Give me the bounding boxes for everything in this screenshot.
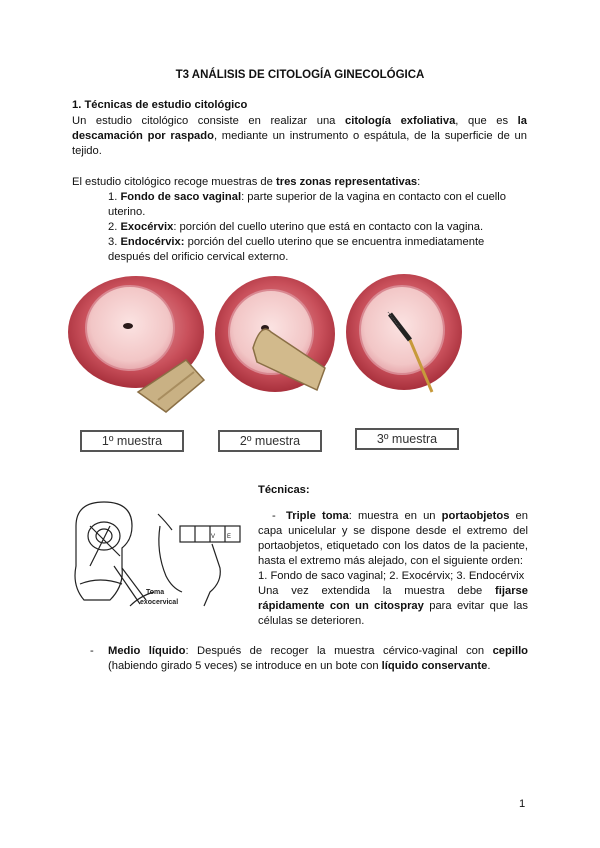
p1-text-c: , que es <box>455 115 518 127</box>
medio-text-c: (habiendo girado 5 veces) se introduce en un bote con <box>108 660 382 672</box>
p1-text-e: , mediante un instrumento o espátula, de la superficie de un tejido. <box>72 130 527 157</box>
zone-name: Exocérvix <box>120 221 174 233</box>
fix-paragraph <box>258 584 528 629</box>
fix-bold: fijarse rápidamente con un citospray <box>258 585 528 612</box>
zones-intro <box>72 175 527 190</box>
zone-desc: : parte superior de la vagina en contacto con el cuello uterino. <box>108 191 507 218</box>
fix-text-a: Una vez extendida la muestra debe <box>258 585 496 597</box>
triple-toma-name: Triple toma <box>286 510 349 522</box>
medio-bold-cepillo: cepillo <box>492 645 529 657</box>
zone-desc: porción del cuello uterino que se encuentra inmediatamente después del orificio cervical externo. <box>108 236 485 263</box>
medio-name: Medio líquido <box>108 645 186 657</box>
triple-toma-illustration <box>70 496 245 616</box>
page-number: 1 <box>519 798 526 810</box>
p1-bold-citologia: citología exfoliativa <box>344 115 456 127</box>
sample-label-2: 2º muestra <box>218 430 322 452</box>
sample-label-1: 1º muestra <box>80 430 184 452</box>
cervix-sample-3-illustration <box>340 270 470 412</box>
medio-liquido-paragraph <box>108 644 528 674</box>
label-v: V <box>211 534 216 540</box>
label-e: E <box>227 534 232 540</box>
p2-text-c: : <box>417 176 421 188</box>
medio-bold-liquido: líquido conservante <box>381 660 488 672</box>
p1-bold-descamacion: la descamación por raspado <box>72 115 527 142</box>
zone-item-3 <box>108 235 528 265</box>
label-toma: Toma <box>146 589 165 596</box>
triple-text-a: : muestra en un <box>348 510 442 522</box>
zone-item-2 <box>108 220 528 235</box>
zone-num: 2. <box>108 221 121 233</box>
p2-text-a: El estudio citológico recoge muestras de <box>72 176 276 188</box>
triple-bold-portaobjetos: portaobjetos <box>441 510 510 522</box>
zone-num: 3. <box>108 236 121 248</box>
section-heading: 1. Técnicas de estudio citológico <box>72 99 248 111</box>
medio-text-e: . <box>487 660 491 672</box>
zone-name: Endocérvix: <box>120 236 185 248</box>
page-title: T3 ANÁLISIS DE CITOLOGÍA GINECOLÓGICA <box>175 69 425 81</box>
tecnicas-heading: Técnicas: <box>258 484 310 496</box>
intro-paragraph <box>72 114 527 159</box>
cervix-sample-1-illustration <box>66 272 216 414</box>
fix-text-c: para evitar que las células se deterioren. <box>258 600 528 627</box>
bullet-dash: - <box>272 510 276 522</box>
triple-text-c: en capa unicelular y se dispone desde el extremo del portaobjetos, etiquetado con los datos de la paciente, hasta el extremo más alejado, con el siguiente orden: <box>258 510 529 567</box>
triple-toma-paragraph <box>258 509 528 569</box>
sample-label-3: 3º muestra <box>355 428 459 450</box>
zone-item-1 <box>108 190 528 220</box>
cervix-sample-2-illustration <box>213 272 348 414</box>
p2-bold: tres zonas representativas <box>275 176 418 188</box>
p1-text-a: Un estudio citológico consiste en realizar una <box>72 115 345 127</box>
zone-name: Fondo de saco vaginal <box>120 191 242 203</box>
medio-text-a: : Después de recoger la muestra cérvico-vaginal con <box>185 645 493 657</box>
zone-desc: : porción del cuello uterino que está en contacto con la vagina. <box>173 221 484 233</box>
order-line: 1. Fondo de saco vaginal; 2. Exocérvix; 3. Endocérvix <box>258 570 525 582</box>
zone-num: 1. <box>108 191 121 203</box>
label-exocervical: exocervical <box>140 599 179 606</box>
medio-bullet-dash: - <box>90 645 94 657</box>
